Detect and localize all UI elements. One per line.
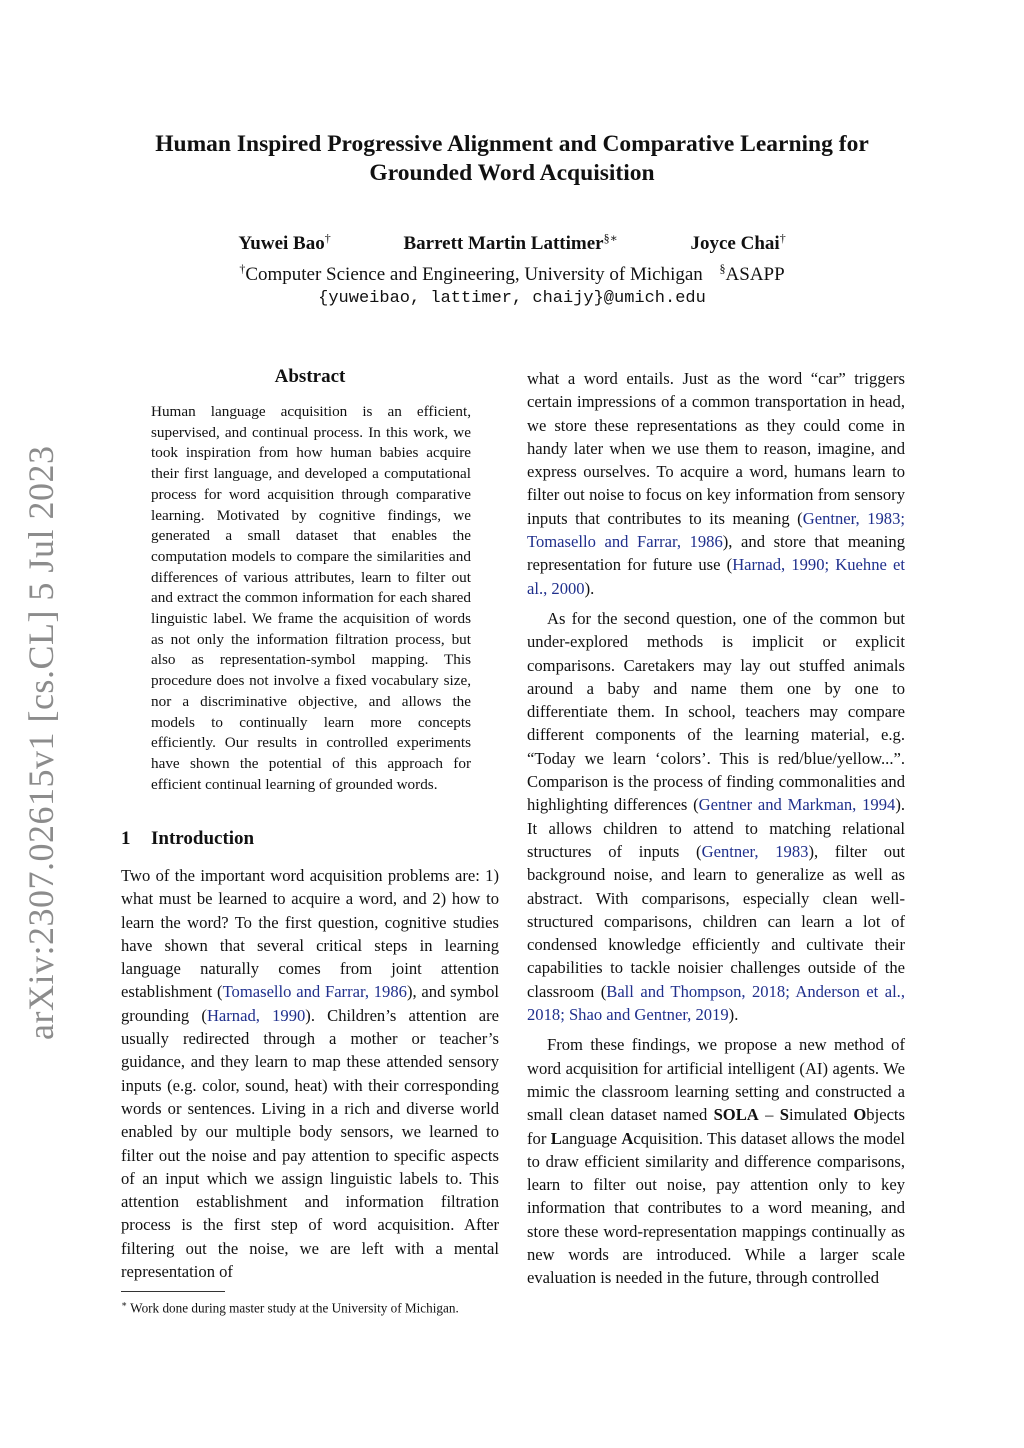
affiliation-mark: § [719, 261, 726, 276]
text-run: – [758, 1105, 780, 1125]
text-run: . This dataset allows the model to draw efficient similarity and difference comparisons, learn to filter out noise, pay attention only to key information that contributes to a word meaning, and store these word-representation mappings continually as new words are introduced. While a larger scale evaluation is needed in the future, through controlled [527, 1128, 905, 1288]
author-name: Yuwei Bao [238, 233, 325, 255]
text-run: From these findings, we propose a new method of word acquisition for artificial intelligent (AI) agents. We mimic the classroom learning setting and constructed a small clean dataset named [527, 1035, 905, 1125]
author [691, 226, 786, 256]
author-names [100, 226, 924, 256]
dataset-name: SOLA [713, 1105, 759, 1125]
citation-link[interactable]: Gentner, 1983 [802, 508, 901, 528]
affiliation-text: ASAPP [725, 263, 785, 285]
citation-link[interactable]: Harnad, 1990 [732, 555, 825, 575]
author-block [100, 226, 924, 311]
citation-link[interactable]: Gentner, 1983 [701, 841, 809, 861]
text-run: imulated [788, 1105, 854, 1125]
author-mark: §∗ [603, 231, 618, 245]
author-mark: † [779, 231, 786, 245]
acronym-letter: L [550, 1128, 562, 1148]
left-column [121, 864, 499, 1290]
arxiv-side-stamp: arXiv:2307.02615v1 [cs.CL] 5 Jul 2023 [21, 445, 61, 1040]
right-column [527, 367, 905, 1297]
title-line-1: Human Inspired Progressive Alignment and Comparative Learning for [155, 131, 869, 157]
citation-separator: ; [560, 1005, 569, 1025]
text-run: ), filter out background noise, and learn to generalize as well as abstract. With comparisons, especially clean well-structured comparisons, children can learn a lot of condensed knowledge efficiently and cultivate their capabilities to tackle noisier challenges outside of the classroom ( [527, 841, 906, 1001]
author-name: Joyce Chai [690, 233, 780, 255]
citation-separator: ; [824, 555, 836, 575]
paragraph [527, 1033, 905, 1289]
citation-separator: ; [900, 508, 906, 528]
author-emails[interactable]: {yuweibao, lattimer, chaijy}@umich.edu [318, 288, 706, 308]
author-name: Barrett Martin Lattimer [403, 233, 604, 255]
citation-link[interactable]: Tomasello and Farrar, 1986 [527, 532, 723, 552]
citation-link[interactable]: Anderson et al., 2018 [527, 981, 905, 1025]
title-line-2: Grounded Word Acquisition [369, 160, 655, 186]
section-number: 1 [121, 828, 131, 849]
footnote-text: Work done during master study at the University of Michigan. [127, 1300, 459, 1316]
text-run: bjects for [527, 1105, 906, 1148]
affiliation-mark: † [239, 261, 246, 276]
footnote-divider [121, 1291, 225, 1292]
text-run: anguage [561, 1128, 622, 1148]
author-mark: † [324, 231, 331, 245]
text-run: As for the second question, one of the common but under-explored methods is implicit or explicit comparisons. Caretakers may lay out stuffed animals around a baby and name them one by one to differentiate them. In school, teachers may compare different components of the learning material, e.g. “Today we learn ‘colors’. This is red/blue/yellow...”. Comparison is the process of finding commonalities and highlighting differences ( [527, 608, 905, 815]
acronym-letter: S [779, 1105, 789, 1125]
section-title: Introduction [151, 828, 255, 849]
citation-link[interactable]: Ball and Thompson, 2018 [606, 981, 786, 1001]
section-heading [121, 828, 254, 850]
abstract-text: Human language acquisition is an efficient, supervised, and continual process. In this work, we took inspiration from how human babies acquire their first language, and developed a computational process for word acquisition through comparative learning. Motivated by cognitive findings, we generated a small dataset that enables the computation models to compare the similarities and differences of various attributes, learn to filter out and extract the common information for each shared linguistic label. We frame the acquisition of words as not only the information filtration process, but also as representation-symbol mapping. This procedure does not involve a fixed vocabulary size, nor a discriminative objective, and allows the models to continually learn more concepts efficiently. Our results in controlled experiments have shown the potential of this approach for efficient continual learning of grounded words. [151, 403, 471, 793]
affiliation [239, 261, 703, 285]
citation-link[interactable]: Harnad, 1990 [206, 1005, 306, 1025]
text-run: ), and store that meaning representation for future use ( [527, 532, 905, 575]
text-run: ). It allows children to attend to matching relational structures of inputs ( [527, 795, 905, 861]
text-run: what a word entails. Just as the word “car” triggers certain impressions of a common transportation in head, we store these representations as they could come in handy later when we use them to reason, imagine, and express ourselves. To acquire a word, humans learn to filter out noise to focus on key information from sensory inputs that contributes to its meaning ( [527, 369, 905, 528]
affiliation [719, 261, 785, 285]
citation-link[interactable]: Gentner and Markman, 1994 [698, 795, 896, 815]
citation-link[interactable]: Kuehne et al., 2000 [527, 555, 906, 598]
text-run: Two of the important word acquisition problems are: 1) what must be learned to acquire a word, and 2) how to learn the word? To the first question, cognitive studies have shown that several critical steps in learning language naturally comes from joint attention establishment ( [121, 866, 499, 1002]
abstract-heading: Abstract [274, 366, 346, 387]
paragraph [527, 367, 905, 600]
acronym-letter: O [853, 1105, 867, 1125]
footnote [121, 1295, 499, 1317]
text-run: cquisition [633, 1128, 699, 1148]
text-run: ). [728, 1005, 739, 1025]
text-run: ), and symbol grounding ( [121, 982, 500, 1025]
text-run: ). Children’s attention are usually redirected through a mother or teacher’s guidance, and they learn to map these attended sensory inputs (e.g. color, sound, heat) with their corresponding words or sentences. Living in a rich and diverse world enabled by our multiple body sensors, we learned to filter out the noise and pay attention to specific aspects of an input which we assign linguistic labels to. This attention establishment and information filtration process is the first step of word acquisition. After filtering out the noise, we are left with a mental representation of [121, 1005, 499, 1282]
citation-link[interactable]: Tomasello and Farrar, 1986 [222, 982, 407, 1002]
affiliations [100, 256, 924, 286]
author [403, 226, 617, 256]
affiliation-text: Computer Science and Engineering, University of Michigan [245, 263, 703, 285]
text-run: ). [584, 578, 595, 598]
paragraph [121, 864, 499, 1283]
footnote-mark: ∗ [121, 1299, 128, 1309]
paragraph [527, 607, 905, 1026]
paper-title [100, 130, 924, 188]
citation-link[interactable]: Shao and Gentner, 2019 [568, 1005, 729, 1025]
acronym-letter: A [621, 1128, 634, 1148]
author [238, 226, 330, 256]
citation-separator: ; [785, 981, 796, 1001]
